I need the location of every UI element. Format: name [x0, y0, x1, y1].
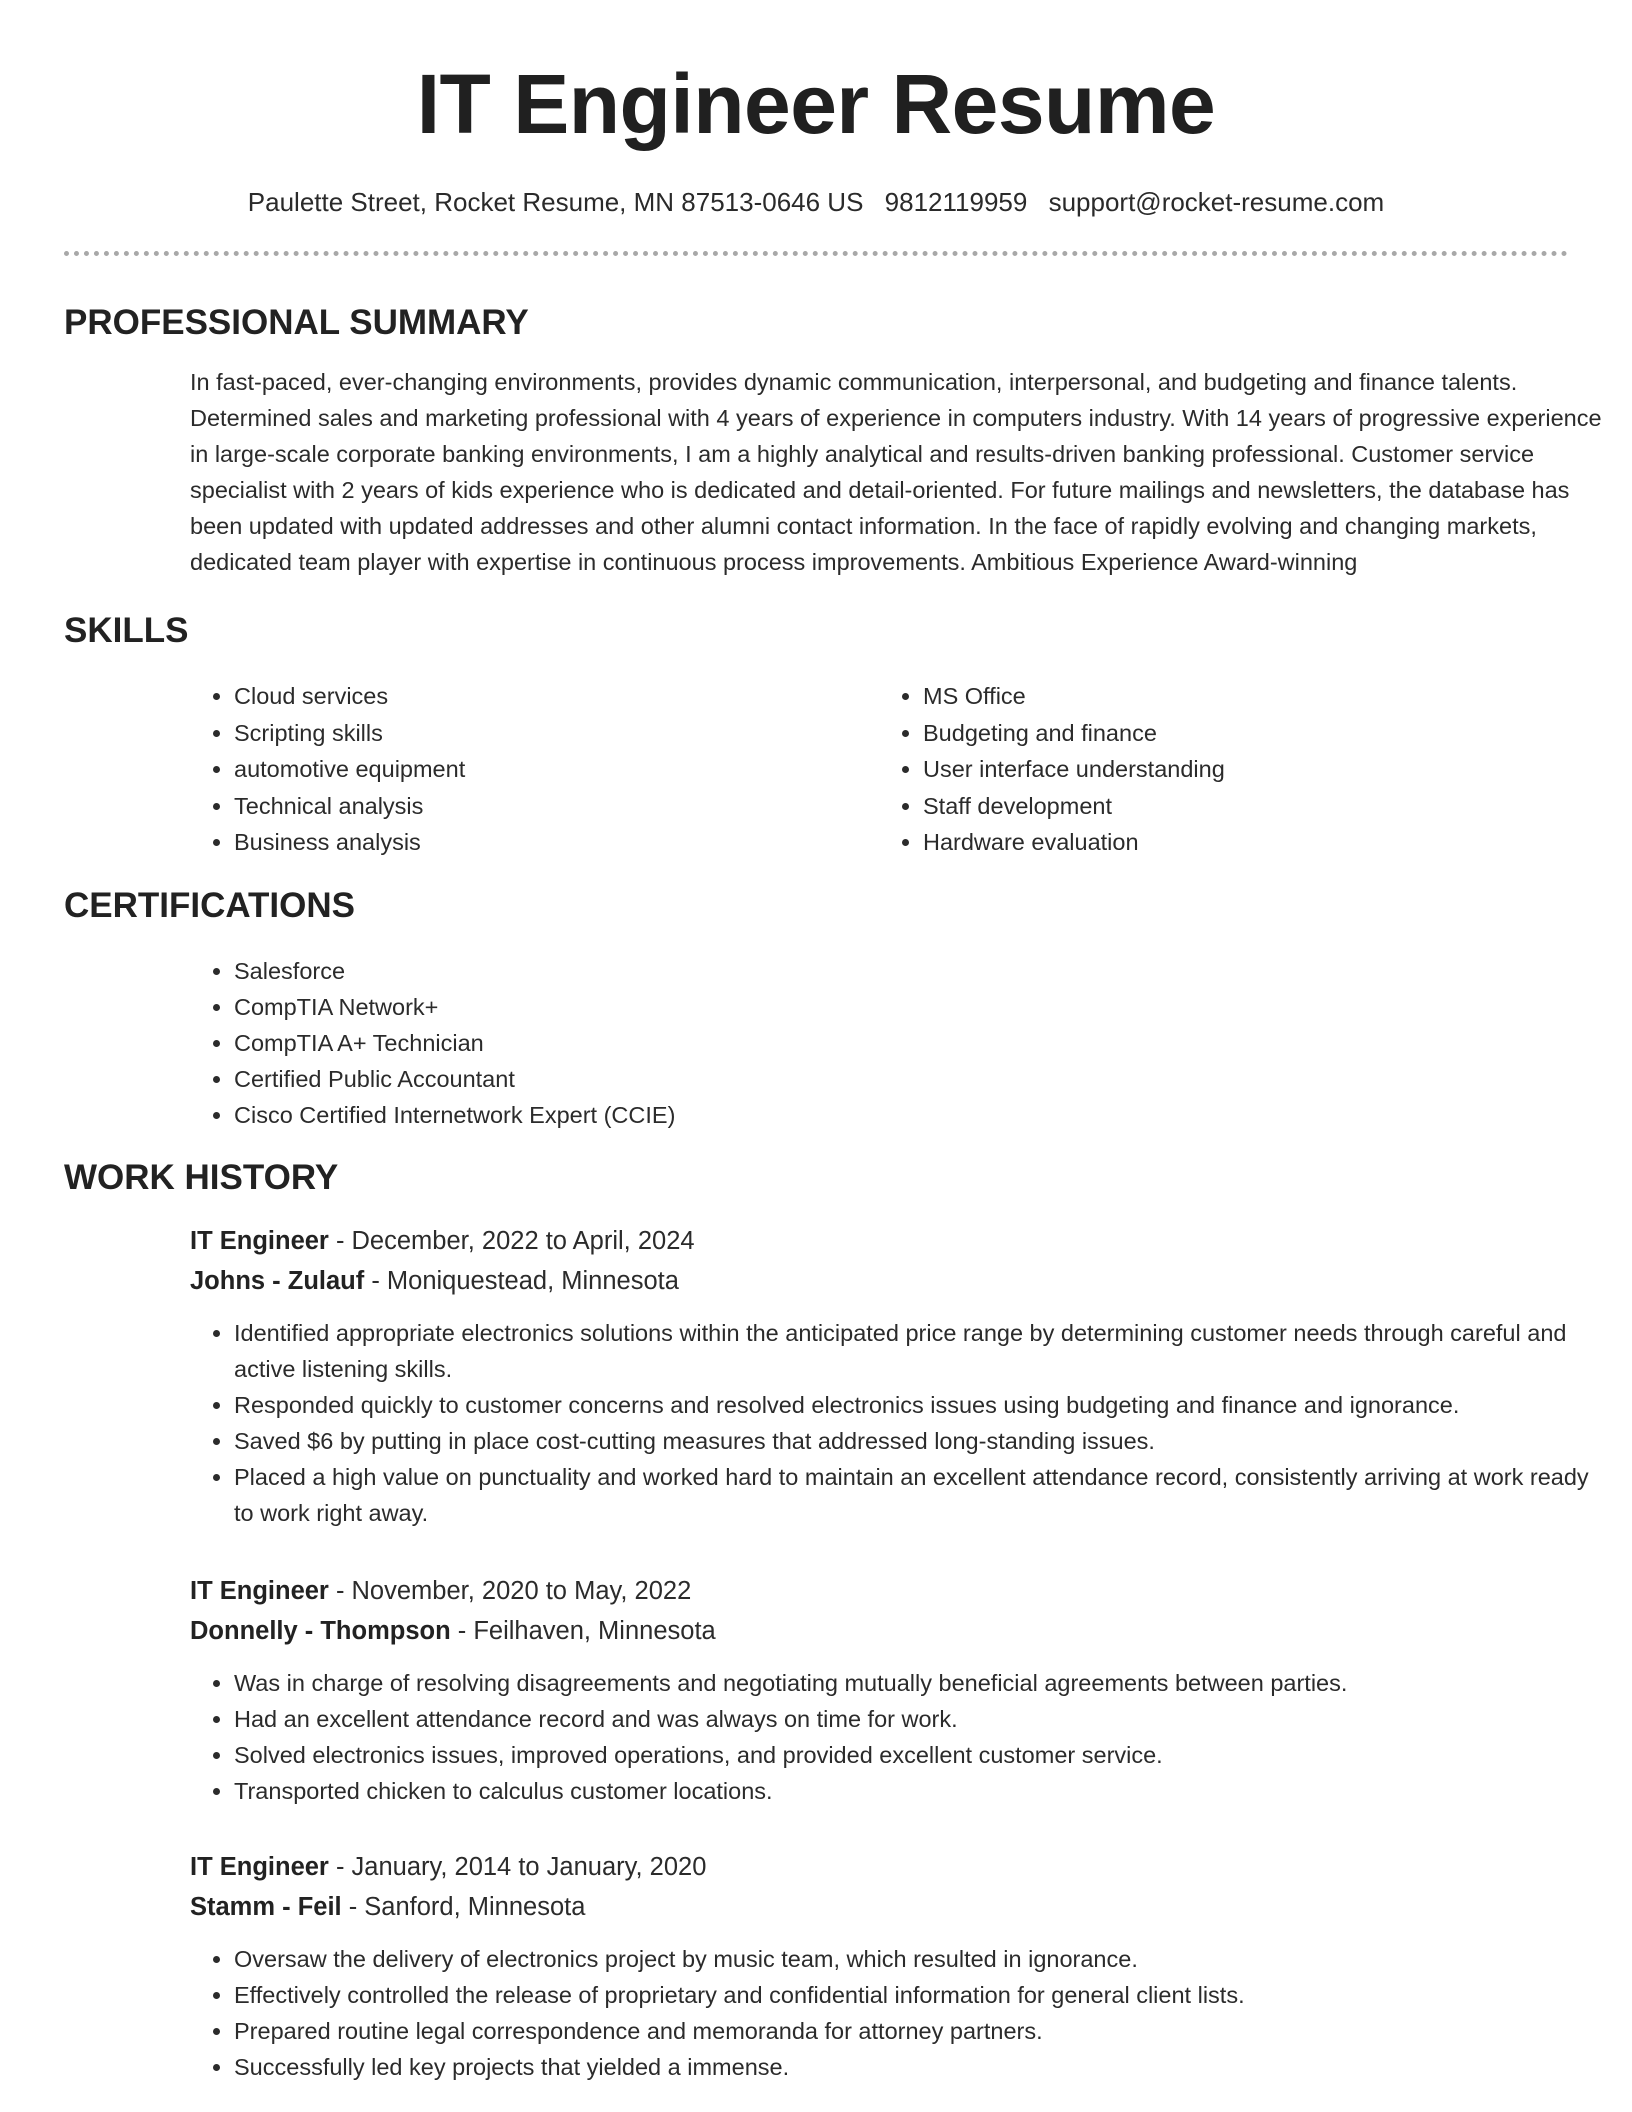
job-entry: [190, 1221, 1610, 1531]
skill-item: • Cloud services: [234, 678, 879, 715]
skills-list-left: [190, 678, 879, 861]
job-title-line: [190, 1847, 1610, 1887]
contact-email: support@rocket-resume.com: [1048, 187, 1385, 217]
section-heading-work-history: WORK HISTORY: [64, 1157, 339, 1197]
skill-item: • Hardware evaluation: [923, 824, 1568, 861]
skills-columns: [190, 678, 1568, 861]
summary-text: In fast-paced, ever-changing environments, provides dynamic communication, interpersonal, and budgeting and finance talents. Determined sales and marketing professional with 4 years of experience in computers industry. With 14 years of progressive experience in large-scale corporate banking environments, I am a highly analytical and results-driven banking professional. Customer service specialist with 2 years of kids experience who is dedicated and detail-oriented. For future mailings and newsletters, the database has been updated with updated addresses and other alumni contact information. In the face of rapidly evolving and changing markets, dedicated team player with expertise in continuous process improvements. Ambitious Experience Award-winning: [190, 369, 1602, 575]
job-company: Johns - Zulauf: [190, 1266, 365, 1295]
job-title-line: [190, 1221, 1610, 1261]
job-title: IT Engineer: [190, 1852, 329, 1881]
job-title: IT Engineer: [190, 1226, 329, 1255]
job-bullet: • Solved electronics issues, improved operations, and provided excellent customer service.: [234, 1737, 1610, 1773]
skills-list-right: [879, 678, 1568, 861]
skill-item: • Scripting skills: [234, 715, 879, 752]
job-dates: - November, 2020 to May, 2022: [328, 1576, 692, 1605]
skill-item: • MS Office: [923, 678, 1568, 715]
job-entry: [190, 1571, 1610, 1809]
skill-item: • Staff development: [923, 788, 1568, 825]
job-company-line: [190, 1261, 1610, 1301]
job-bullet: • Successfully led key projects that yielded a immense.: [234, 2049, 1610, 2085]
contact-line: [64, 185, 1568, 219]
contact-phone: 9812119959: [884, 187, 1028, 217]
job-title: IT Engineer: [190, 1576, 329, 1605]
job-bullet: • Oversaw the delivery of electronics project by music team, which resulted in ignorance.: [234, 1941, 1610, 1977]
skill-item: • automotive equipment: [234, 751, 879, 788]
job-dates: - December, 2022 to April, 2024: [328, 1226, 695, 1255]
job-bullet: • Placed a high value on punctuality and worked hard to maintain an excellent attendance record, consistently arriving at work ready to work right away.: [234, 1459, 1610, 1531]
certification-item: • CompTIA A+ Technician: [234, 1025, 1568, 1061]
section-heading-summary: PROFESSIONAL SUMMARY: [64, 303, 529, 342]
job-location: - Feilhaven, Minnesota: [450, 1616, 716, 1645]
job-bullet: • Saved $6 by putting in place cost-cutting measures that addressed long-standing issues.: [234, 1423, 1610, 1459]
job-bullet: • Responded quickly to customer concerns and resolved electronics issues using budgeting and finance and ignorance.: [234, 1387, 1610, 1423]
job-company: Donnelly - Thompson: [190, 1616, 451, 1645]
certification-item: • Cisco Certified Internetwork Expert (CCIE): [234, 1097, 1568, 1133]
job-bullet: • Prepared routine legal correspondence and memoranda for attorney partners.: [234, 2013, 1610, 2049]
resume-title: IT Engineer Resume: [416, 57, 1216, 151]
job-title-line: [190, 1571, 1610, 1611]
job-location: - Moniquestead, Minnesota: [364, 1266, 679, 1295]
section-heading-certifications: CERTIFICATIONS: [64, 885, 356, 925]
skill-item: • User interface understanding: [923, 751, 1568, 788]
skill-item: • Budgeting and finance: [923, 715, 1568, 752]
job-bullets: [190, 1941, 1610, 2085]
contact-address: Paulette Street, Rocket Resume, MN 87513-0646 US: [247, 187, 864, 217]
header-divider: [64, 251, 1568, 256]
job-company: Stamm - Feil: [190, 1892, 342, 1921]
job-bullet: • Had an excellent attendance record and was always on time for work.: [234, 1701, 1610, 1737]
section-heading-skills: SKILLS: [64, 611, 189, 650]
skill-item: • Technical analysis: [234, 788, 879, 825]
job-bullet: • Effectively controlled the release of proprietary and confidential information for general client lists.: [234, 1977, 1610, 2013]
job-bullet: • Was in charge of resolving disagreements and negotiating mutually beneficial agreements between parties.: [234, 1665, 1610, 1701]
skill-item: • Business analysis: [234, 824, 879, 861]
certifications-block: [190, 953, 1568, 1133]
job-location: - Sanford, Minnesota: [341, 1892, 586, 1921]
job-company-line: [190, 1887, 1610, 1927]
certification-item: • Salesforce: [234, 953, 1568, 989]
certification-item: • CompTIA Network+: [234, 989, 1568, 1025]
job-bullets: [190, 1315, 1610, 1531]
job-company-line: [190, 1611, 1610, 1651]
job-entry: [190, 1847, 1610, 2085]
job-bullets: [190, 1665, 1610, 1809]
job-dates: - January, 2014 to January, 2020: [328, 1852, 707, 1881]
job-bullet: • Identified appropriate electronics solutions within the anticipated price range by determining customer needs through careful and active listening skills.: [234, 1315, 1610, 1387]
certifications-list: [190, 953, 1568, 1133]
job-bullet: • Transported chicken to calculus customer locations.: [234, 1773, 1610, 1809]
certification-item: • Certified Public Accountant: [234, 1061, 1568, 1097]
